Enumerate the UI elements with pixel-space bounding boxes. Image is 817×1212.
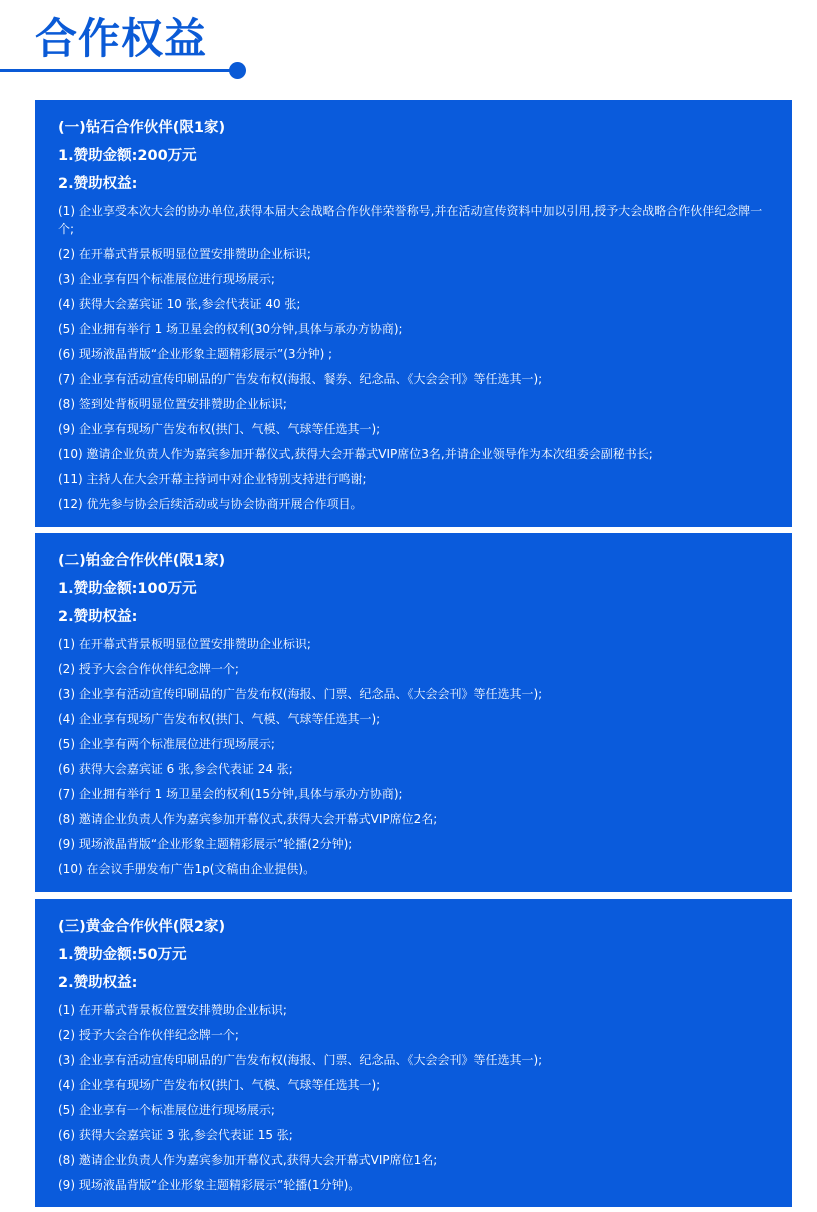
rights-heading: 2.赞助权益:: [58, 176, 138, 192]
rights-item: (9) 企业享有现场广告发布权(拱门、气模、气球等任选其一);: [58, 421, 381, 436]
rights-item: (3) 企业享有四个标准展位进行现场展示;: [58, 271, 275, 286]
sponsor-amount: 1.赞助金额:50万元: [58, 947, 187, 963]
tier-heading: (三)黄金合作伙伴(限2家): [58, 919, 226, 935]
sponsor-tier-section: [35, 899, 792, 1207]
rights-item: (7) 企业享有活动宣传印刷品的广告发布权(海报、餐券、纪念品、《大会会刊》等任选其一);: [58, 371, 543, 386]
page-title: 合作权益: [35, 14, 208, 63]
rights-item: (7) 企业拥有举行 1 场卫星会的权利(15分钟,具体与承办方协商);: [58, 786, 403, 801]
rights-item: (4) 企业享有现场广告发布权(拱门、气模、气球等任选其一);: [58, 1077, 381, 1092]
rights-item: (4) 获得大会嘉宾证 10 张,参会代表证 40 张;: [58, 296, 301, 311]
rights-item: (3) 企业享有活动宣传印刷品的广告发布权(海报、门票、纪念品、《大会会刊》等任选其一);: [58, 1052, 543, 1067]
sponsor-amount: 1.赞助金额:200万元: [58, 148, 197, 164]
sponsor-amount: 1.赞助金额:100万元: [58, 581, 197, 597]
rights-item: (9) 现场液晶背版“企业形象主题精彩展示”轮播(2分钟);: [58, 836, 353, 851]
rights-item: (8) 邀请企业负责人作为嘉宾参加开幕仪式,获得大会开幕式VIP席位2名;: [58, 811, 438, 826]
rights-item: (4) 企业享有现场广告发布权(拱门、气模、气球等任选其一);: [58, 711, 381, 726]
rights-item: (10) 邀请企业负责人作为嘉宾参加开幕仪式,获得大会开幕式VIP席位3名,并请企业领导作为本次组委会副秘书长;: [58, 446, 653, 461]
sponsor-tier-section: [35, 100, 792, 527]
rights-heading: 2.赞助权益:: [58, 609, 138, 625]
rights-item: (11) 主持人在大会开幕主持词中对企业特别支持进行鸣谢;: [58, 471, 367, 486]
rights-item: (5) 企业拥有举行 1 场卫星会的权利(30分钟,具体与承办方协商);: [58, 321, 403, 336]
rights-item: (1) 在开幕式背景板位置安排赞助企业标识;: [58, 1002, 287, 1017]
tier-heading: (二)铂金合作伙伴(限1家): [58, 553, 226, 569]
rights-item: (2) 授予大会合作伙伴纪念牌一个;: [58, 1027, 239, 1042]
sponsor-tier-section: [35, 533, 792, 892]
rights-item: (1) 在开幕式背景板明显位置安排赞助企业标识;: [58, 636, 311, 651]
rights-item: (8) 邀请企业负责人作为嘉宾参加开幕仪式,获得大会开幕式VIP席位1名;: [58, 1152, 438, 1167]
tier-heading: (一)钻石合作伙伴(限1家): [58, 120, 226, 136]
title-underline-dot: [229, 62, 246, 79]
rights-item: (8) 签到处背板明显位置安排赞助企业标识;: [58, 396, 287, 411]
rights-item: (3) 企业享有活动宣传印刷品的广告发布权(海报、门票、纪念品、《大会会刊》等任选其一);: [58, 686, 543, 701]
rights-item: (2) 授予大会合作伙伴纪念牌一个;: [58, 661, 239, 676]
rights-item: (2) 在开幕式背景板明显位置安排赞助企业标识;: [58, 246, 311, 261]
rights-item: (12) 优先参与协会后续活动或与协会协商开展合作项目。: [58, 496, 363, 511]
rights-item: (6) 现场液晶背版“企业形象主题精彩展示”(3分钟) ;: [58, 346, 333, 361]
rights-item: (6) 获得大会嘉宾证 6 张,参会代表证 24 张;: [58, 761, 293, 776]
rights-item: (1) 企业享受本次大会的协办单位,获得本届大会战略合作伙伴荣誉称号,并在活动宣传资料中加以引用,授予大会战略合作伙伴纪念牌一个;: [58, 203, 763, 236]
rights-item: (10) 在会议手册发布广告1p(文稿由企业提供)。: [58, 861, 316, 876]
rights-item: (5) 企业享有一个标准展位进行现场展示;: [58, 1102, 275, 1117]
rights-item: (6) 获得大会嘉宾证 3 张,参会代表证 15 张;: [58, 1127, 293, 1142]
title-underline: [0, 69, 236, 72]
rights-heading: 2.赞助权益:: [58, 975, 138, 991]
rights-item: (5) 企业享有两个标准展位进行现场展示;: [58, 736, 275, 751]
rights-item: (9) 现场液晶背版“企业形象主题精彩展示”轮播(1分钟)。: [58, 1177, 361, 1192]
